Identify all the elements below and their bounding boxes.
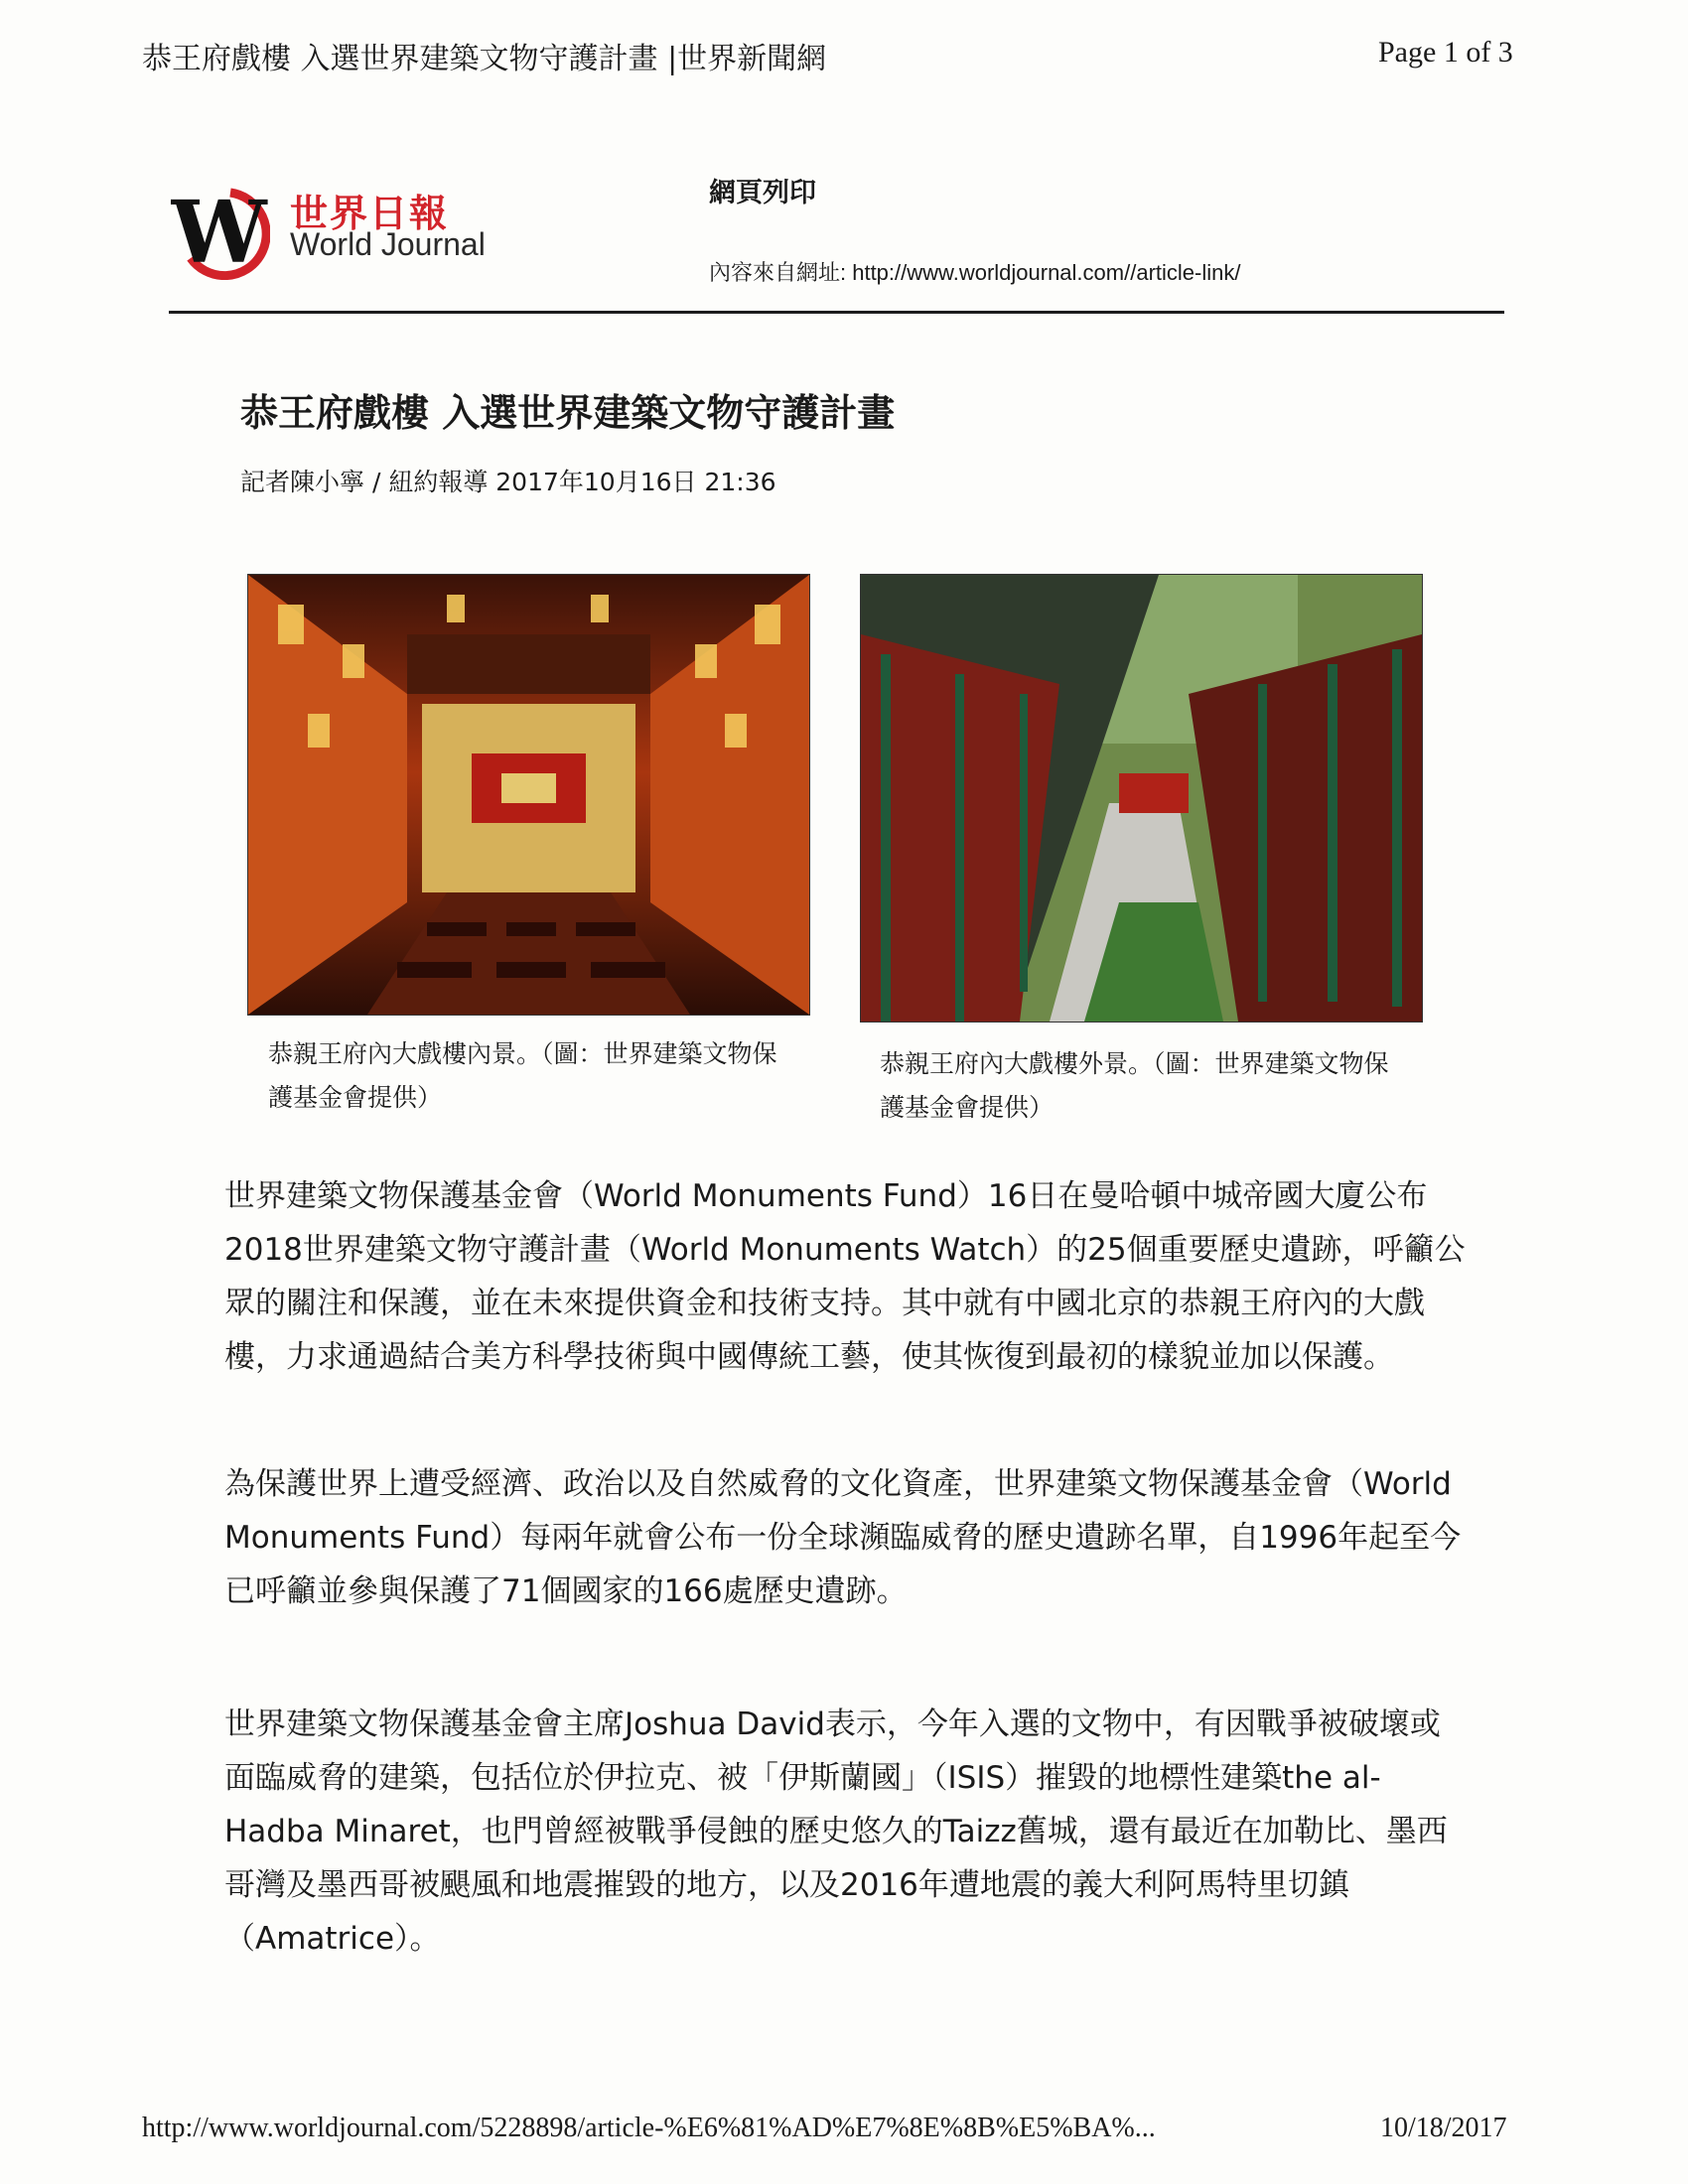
theater-interior-photo bbox=[247, 574, 810, 1016]
print-header-title: 恭王府戲樓 入選世界建築文物守護計畫 |世界新聞網 bbox=[142, 42, 827, 76]
theater-exterior-photo bbox=[860, 574, 1423, 1023]
photo-2-caption: 恭親王府內大戲樓外景。（圖：世界建築文物保護基金會提供） bbox=[880, 1049, 1389, 1122]
footer-date: 10/18/2017 bbox=[1380, 2113, 1507, 2143]
source-url[interactable]: 內容來自網址: http://www.worldjournal.com//article-link/ bbox=[709, 260, 1241, 285]
article-paragraph-3: 世界建築文物保護基金會主席Joshua David表示，今年入選的文物中，有因戰爭被破壞或面臨威脅的建築，包括位於伊拉克、被「伊斯蘭國」（ISIS）摧毀的地標性建築the al-Hadba Minaret，也門曾經被戰爭侵蝕的歷史悠久的Taizz舊城，還有最近在加勒比、墨西哥灣及墨西哥被颶風和地震摧毀的地方，以及2016年遭地震的義大利阿馬特里切鎮（Amatrice）。 bbox=[224, 1706, 1448, 1957]
header-divider bbox=[169, 311, 1504, 314]
article-byline: 記者陳小寧 / 紐約報導 2017年10月16日 21:36 bbox=[240, 468, 776, 496]
page-number: Page 1 of 3 bbox=[1378, 36, 1513, 68]
article-paragraph-1: 世界建築文物保護基金會（World Monuments Fund）16日在曼哈頓中城帝國大廈公布2018世界建築文物守護計畫（World Monuments Watch）的25個重要歷史遺跡，呼籲公眾的關注和保護，並在未來提供資金和技術支持。其中就有中國北京的恭親王府內的大戲樓，力求通過結合美方科學技術與中國傳統工藝，使其恢復到最初的樣貌並加以保護。 bbox=[224, 1178, 1466, 1375]
logo-chinese-name: 世界日報 bbox=[290, 192, 450, 235]
photo-1-caption: 恭親王府內大戲樓內景。（圖：世界建築文物保護基金會提供） bbox=[268, 1039, 777, 1112]
footer-url: http://www.worldjournal.com/5228898/article-%E6%81%AD%E7%8E%8B%E5%BA%... bbox=[142, 2113, 1156, 2143]
world-journal-logo[interactable] bbox=[171, 181, 508, 280]
svg-text:W: W bbox=[171, 183, 267, 280]
article-headline: 恭王府戲樓 入選世界建築文物守護計畫 bbox=[240, 391, 896, 435]
article-paragraph-2: 為保護世界上遭受經濟、政治以及自然威脅的文化資產，世界建築文物保護基金會（World Monuments Fund）每兩年就會公布一份全球瀕臨威脅的歷史遺跡名單，自1996年起至今已呼籲並參與保護了71個國家的166處歷史遺跡。 bbox=[224, 1466, 1462, 1609]
logo-english-name: World Journal bbox=[290, 226, 486, 262]
w-logo-icon bbox=[171, 181, 270, 280]
print-label: 網頁列印 bbox=[709, 178, 816, 208]
